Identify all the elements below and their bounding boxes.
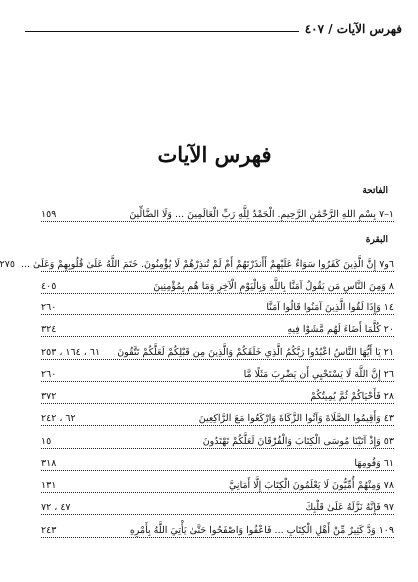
page-ref: ٣١٨ xyxy=(41,458,57,469)
section-heading-fatiha: الفاتحة xyxy=(362,186,388,196)
verse-text: ٢١ يَا أَيُّهَا النَّاسُ اعْبُدُوا رَبَّكُمُ الَّذِي خَلَقَكُمْ وَالَّذِينَ مِن قَبْلِكُمْ لَعَلَّكُمْ تَتَّقُونَ xyxy=(117,347,394,358)
page-header xyxy=(25,16,402,36)
index-row xyxy=(41,522,394,538)
section-heading-baqara: البقرة xyxy=(365,235,388,245)
index-row xyxy=(41,206,394,222)
index-row xyxy=(41,366,394,382)
verse-text: ٢٠ كُلَّمَا أَضَاءَ لَهُم مَّشَوْا فِيهِ xyxy=(287,324,394,335)
verse-text: ٢٦ إِنَّ اللَّهَ لَا يَسْتَحْيِي أَن يَضْرِبَ مَثَلًا مَّا xyxy=(243,369,394,380)
page-ref: ١٣١ xyxy=(41,480,57,491)
verse-text: ٩٧ فَإِنَّهُ نَزَّلَهُ عَلَىٰ قَلْبِكَ xyxy=(305,502,394,513)
index-row xyxy=(41,455,394,471)
page-title: فهرس الآيات xyxy=(157,142,272,167)
page-ref: ٣٧٢ xyxy=(41,391,57,402)
index-row xyxy=(41,278,394,294)
page-ref: ٤٧ ، ٧٢ xyxy=(41,502,71,513)
verse-text: ١٠٩ وَدَّ كَثِيرٌ مِّنْ أَهْلِ الْكِتَابِ ... فَاعْفُوا وَاصْفَحُوا حَتَّىٰ يَأْتِيَ اللَّهُ بِأَمْرِهِ xyxy=(129,525,394,536)
verse-text: ٧٨ وَمِنْهُمْ أُمِّيُّونَ لَا يَعْلَمُونَ الْكِتَابَ إِلَّا أَمَانِيَّ xyxy=(229,480,394,491)
page-ref: ٢٧٥ xyxy=(0,259,15,270)
verse-text: ٦١ وَفُومِهَا xyxy=(354,458,394,469)
page-ref: ٢٦٠ xyxy=(41,302,57,313)
header-rule xyxy=(25,31,299,32)
index-row xyxy=(41,477,394,493)
page-ref: ٢٤٣ xyxy=(41,525,57,536)
page-ref: ٢٦٠ xyxy=(41,369,57,380)
verse-text: ٤٣ وَأَقِيمُوا الصَّلَاةَ وَآتُوا الزَّكَاةَ وَارْكَعُوا مَعَ الرَّاكِعِينَ xyxy=(198,413,394,424)
page-ref: ١٥٩ xyxy=(41,209,57,220)
page-ref: ٦٢ ، ٢٤٢ xyxy=(41,413,76,424)
verse-text: ١٤ وَإِذَا لَقُوا الَّذِينَ آمَنُوا قَالُوا آمَنَّا xyxy=(266,302,394,313)
verse-text: ٨ وَمِنَ النَّاسِ مَن يَقُولُ آمَنَّا بِاللَّهِ وَبِالْيَوْمِ الْآخِرِ وَمَا هُم بِمُؤْمِنِينَ xyxy=(153,281,394,292)
verse-text: ١–٧ بِسْمِ اللهِ الرَّحْمَٰنِ الرَّحِيمِ. الْحَمْدُ لِلَّهِ رَبِّ الْعَالَمِينَ ... وَلَا الضَّالِّينَ xyxy=(129,209,394,220)
page-ref: ١٥ xyxy=(41,436,52,447)
index-row xyxy=(41,388,394,404)
index-row xyxy=(41,410,394,426)
page-ref: ٣٢٤ xyxy=(41,324,57,335)
page-ref: ٦١ ، ١٦٤ ، ٢٥٣ xyxy=(41,347,101,358)
page-ref: ٤٠٥ xyxy=(41,281,57,292)
index-row xyxy=(41,299,394,315)
verse-text: ٢٨ فَأَحْيَاكُمْ ثُمَّ يُمِيتُكُمْ xyxy=(310,391,394,402)
index-row xyxy=(0,256,394,272)
verse-text: ٦و٧ إِنَّ الَّذِينَ كَفَرُوا سَوَاءٌ عَلَيْهِمْ أَأَنذَرْتَهُمْ أَمْ لَمْ تُنذِرْهُمْ لَا يُؤْمِنُونَ. خَتَمَ اللَّهُ عَلَىٰ قُلُوبِهِمْ وَعَلَىٰ ... xyxy=(20,259,394,270)
running-header-title: فهرس الآيات / ٤٠٧ xyxy=(304,22,402,36)
verse-text: ٥٣ وَإِذْ آتَيْنَا مُوسَى الْكِتَابَ وَالْفُرْقَانَ لَعَلَّكُمْ تَهْتَدُونَ xyxy=(202,436,394,447)
index-row xyxy=(41,344,394,360)
index-row xyxy=(41,499,394,515)
index-row xyxy=(41,433,394,449)
index-row xyxy=(41,321,394,337)
